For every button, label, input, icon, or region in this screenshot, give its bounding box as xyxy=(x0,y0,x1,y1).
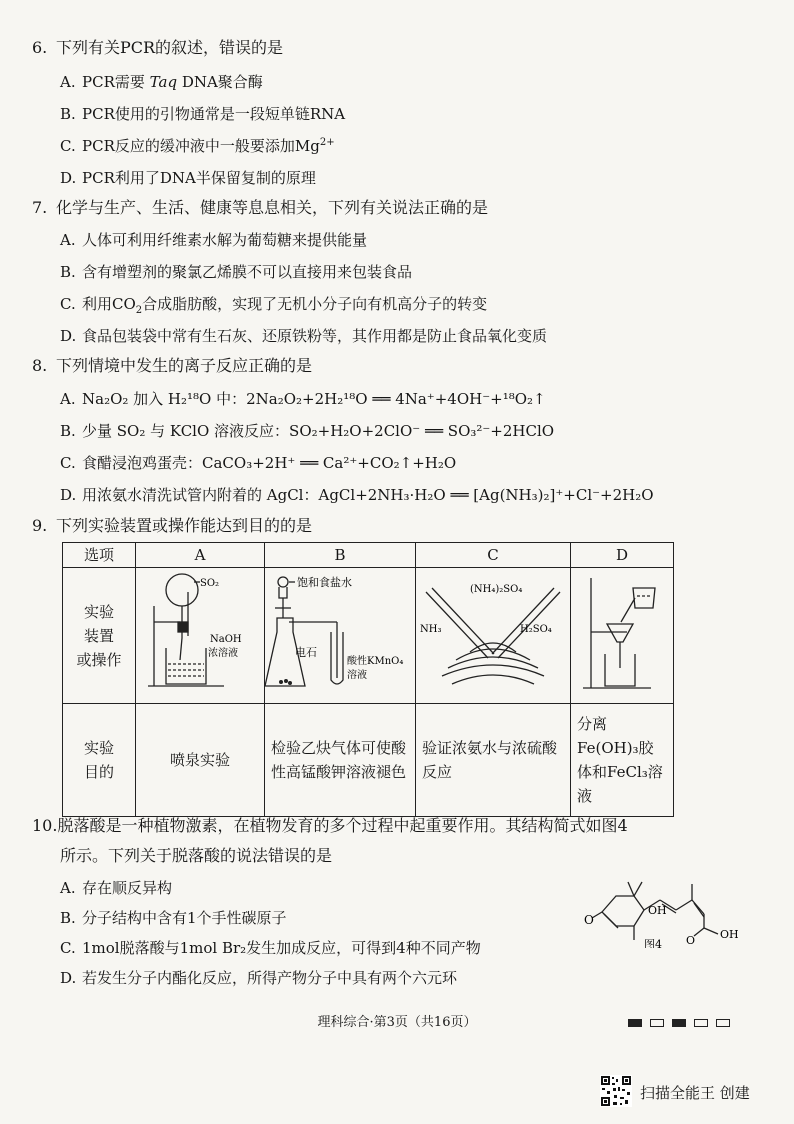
table-header-d: D xyxy=(571,543,674,568)
apparatus-a xyxy=(136,568,265,704)
purpose-b: 检验乙炔气体可使酸性高锰酸钾溶液褪色 xyxy=(265,704,416,817)
apparatus-b xyxy=(265,568,416,704)
ionic-equation: CaCO₃+2H⁺ ══ Ca²⁺+CO₂↑+H₂O xyxy=(202,454,457,472)
q10-option-b: B. 分子结构中含有1个手性碳原子 xyxy=(60,909,287,927)
q10-option-a: A. 存在顺反异构 xyxy=(60,879,173,897)
acetylene-apparatus-icon xyxy=(265,568,415,699)
question-9-stem xyxy=(32,516,312,536)
mark-filled xyxy=(672,1019,686,1027)
ammonia-acid-reaction-icon xyxy=(416,568,570,699)
q8-option-d: D. 用浓氨水清洗试管内附着的 AgCl：AgCl+2NH₃·H₂O ══ [Ag(NH₃)₂]⁺+Cl⁻+2H₂O xyxy=(60,486,654,504)
table-header-option: 选项 xyxy=(63,543,136,568)
filtration-apparatus-icon xyxy=(571,568,671,699)
label-nh3: NH₃ xyxy=(420,624,442,635)
question-8-stem xyxy=(32,356,312,376)
label-carbonyl-o: O xyxy=(686,934,696,947)
purpose-d: 分离Fe(OH)₃胶体和FeCl₃溶液 xyxy=(571,704,674,817)
mark-hollow xyxy=(650,1019,664,1027)
abscisic-acid-structure xyxy=(582,868,762,948)
label-solution: 溶液 xyxy=(347,670,367,681)
row-label-purpose: 实验 目的 xyxy=(63,704,136,817)
question-text: 下列情境中发生的离子反应正确的是 xyxy=(56,356,313,375)
table-header-a: A xyxy=(136,543,265,568)
q6-option-b: B. PCR使用的引物通常是一段短单链RNA xyxy=(60,105,346,123)
q6-option-a: A. PCR需要 Taq DNA聚合酶 xyxy=(60,73,263,91)
label-brine: 饱和食盐水 xyxy=(297,576,352,589)
q7-option-a: A. 人体可利用纤维素水解为葡萄糖来提供能量 xyxy=(60,231,368,249)
bleed-through-header xyxy=(10,2,780,10)
q8-option-b: B. 少量 SO₂ 与 KClO 溶液反应：SO₂+H₂O+2ClO⁻ ══ SO₃²⁻+2HClO xyxy=(60,422,555,440)
table-header-row xyxy=(63,543,674,568)
question-6-stem xyxy=(32,38,283,58)
question-number: 10. xyxy=(32,816,58,835)
q7-option-d: D. 食品包装袋中常有生石灰、还原铁粉等，其作用都是防止食品氧化变质 xyxy=(60,327,548,345)
question-7-stem xyxy=(32,198,488,218)
page-footer: 理科综合·第3页（共16页） xyxy=(317,1015,477,1030)
q6-option-d: D. PCR利用了DNA半保留复制的原理 xyxy=(60,169,316,187)
question-text: 下列实验装置或操作能达到目的的是 xyxy=(56,516,313,535)
q10-option-d: D. 若发生分子内酯化反应，所得产物分子中具有两个六元环 xyxy=(60,969,458,987)
label-kmno4: 酸性KMnO₄ xyxy=(347,656,404,667)
question-number: 8. xyxy=(32,356,48,375)
q6-option-c: C. PCR反应的缓冲液中一般要添加$Mg^{2+}$ xyxy=(60,137,335,155)
figure-caption: 图4 xyxy=(644,938,662,948)
q7-option-c: C. 利用$CO_2$合成脂肪酸，实现了无机小分子向有机高分子的转变 xyxy=(60,295,488,316)
table-header-c: C xyxy=(416,543,571,568)
label-ketone-o: O xyxy=(584,913,594,927)
label-hydroxyl: OH xyxy=(648,904,667,917)
q7-option-b: B. 含有增塑剂的聚氯乙烯膜不可以直接用来包装食品 xyxy=(60,263,413,281)
question-number: 7. xyxy=(32,198,48,217)
question-text: 脱落酸是一种植物激素，在植物发育的多个过程中起重要作用。其结构简式如图4 xyxy=(57,816,628,835)
question-number: 6. xyxy=(32,38,48,57)
experiment-table xyxy=(62,542,674,817)
label-carboxyl-oh: OH xyxy=(720,928,739,941)
purpose-a: 喷泉实验 xyxy=(136,704,265,817)
table-row-apparatus xyxy=(63,568,674,704)
label-ammonium-sulfate: (NH₄)₂SO₄ xyxy=(470,584,523,595)
mark-hollow xyxy=(716,1019,730,1027)
label-calcium-carbide: 电石 xyxy=(295,646,317,659)
ionic-equation: SO₂+H₂O+2ClO⁻ ══ SO₃²⁻+2HClO xyxy=(289,422,555,440)
label-h2so4: H₂SO₄ xyxy=(520,624,552,635)
q10-option-c: C. 1mol脱落酸与1mol Br₂发生加成反应，可得到4种不同产物 xyxy=(60,939,481,957)
question-10-stem xyxy=(32,816,628,836)
question-text: 下列有关PCR的叙述，错误的是 xyxy=(56,38,284,57)
scanner-watermark: 扫描全能王 创建 xyxy=(640,1084,750,1102)
q8-option-a: A. Na₂O₂ 加入 H₂¹⁸O 中：2Na₂O₂+2H₂¹⁸O ══ 4Na⁺+4OH⁻+¹⁸O₂↑ xyxy=(60,390,546,408)
apparatus-c xyxy=(416,568,571,704)
question-number: 9. xyxy=(32,516,48,535)
purpose-c: 验证浓氨水与浓硫酸反应 xyxy=(416,704,571,817)
ionic-equation: AgCl+2NH₃·H₂O ══ [Ag(NH₃)₂]⁺+Cl⁻+2H₂O xyxy=(318,486,654,504)
apparatus-d xyxy=(571,568,674,704)
mark-filled xyxy=(628,1019,642,1027)
label-naoh: NaOH xyxy=(210,634,242,645)
qr-code-icon xyxy=(600,1075,632,1107)
label-conc-solution: 浓溶液 xyxy=(208,648,238,659)
question-10-stem-line2: 所示。下列关于脱落酸的说法错误的是 xyxy=(60,846,333,865)
mark-hollow xyxy=(694,1019,708,1027)
q8-option-c: C. 食醋浸泡鸡蛋壳：CaCO₃+2H⁺ ══ Ca²⁺+CO₂↑+H₂O xyxy=(60,454,457,472)
table-row-purpose xyxy=(63,704,674,817)
label-so2: SO₂ xyxy=(200,578,220,589)
fountain-apparatus-icon xyxy=(136,568,264,699)
registration-marks xyxy=(628,1012,738,1031)
row-label-apparatus: 实验 装置 或操作 xyxy=(63,568,136,704)
table-header-b: B xyxy=(265,543,416,568)
ionic-equation: 2Na₂O₂+2H₂¹⁸O ══ 4Na⁺+4OH⁻+¹⁸O₂↑ xyxy=(246,390,546,408)
question-text: 化学与生产、生活、健康等息息相关，下列有关说法正确的是 xyxy=(56,198,489,217)
